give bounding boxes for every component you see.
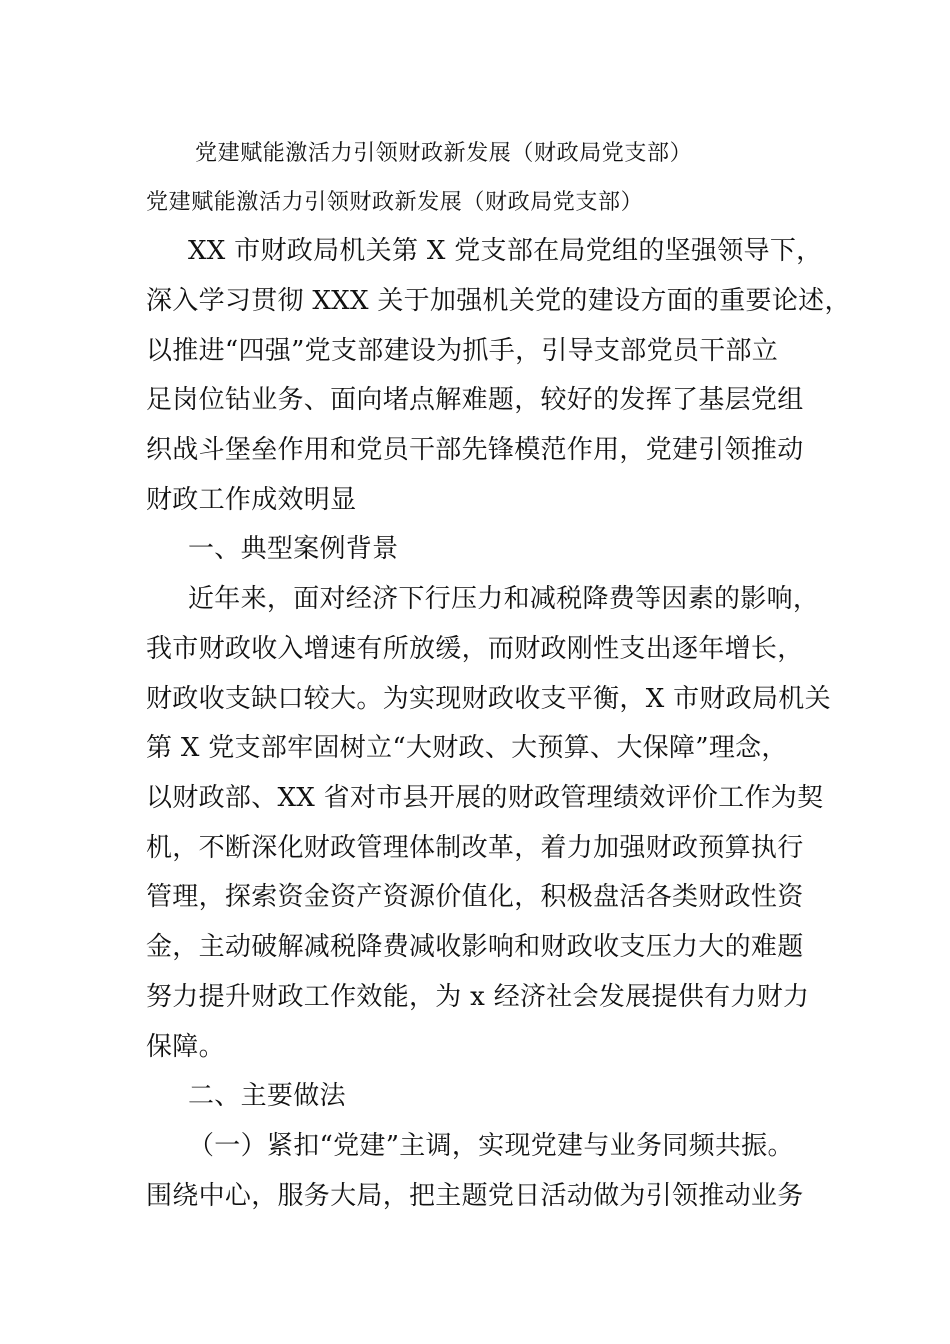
paragraph-line: 财政收支缺口较大。为实现财政收支平衡，X 市财政局机关 bbox=[146, 684, 831, 714]
paragraph-line: 我市财政收入增速有所放缓，而财政刚性支出逐年增长， bbox=[146, 634, 804, 664]
paragraph-line: 管理，探索资金资产资源价值化，积极盘活各类财政性资 bbox=[146, 882, 804, 912]
paragraph-line: 近年来，面对经济下行压力和减税降费等因素的影响， bbox=[188, 584, 820, 614]
paragraph-line: 以推进“四强”党支部建设为抓手，引导支部党员干部立 bbox=[146, 336, 779, 366]
paragraph-line: XX 市财政局机关第 X 党支部在局党组的坚强领导下， bbox=[188, 236, 823, 266]
paragraph-line: 第 X 党支部牢固树立“大财政、大预算、大保障”理念， bbox=[146, 733, 788, 763]
paragraph-line: 足岗位钻业务、面向堵点解难题，较好的发挥了基层党组 bbox=[146, 385, 804, 415]
paragraph-line: 保障。 bbox=[146, 1032, 225, 1062]
section-heading: 一、典型案例背景 bbox=[188, 534, 399, 564]
paragraph-line: 围绕中心，服务大局，把主题党日活动做为引领推动业务 bbox=[146, 1181, 804, 1211]
paragraph-line: 财政工作成效明显 bbox=[146, 485, 357, 515]
document-subtitle: 党建赋能激活力引领财政新发展（财政局党支部） bbox=[146, 190, 644, 215]
document-title: 党建赋能激活力引领财政新发展（财政局党支部） bbox=[195, 141, 693, 166]
paragraph-line: 以财政部、XX 省对市县开展的财政管理绩效评价工作为契 bbox=[146, 783, 824, 813]
paragraph-line: 机，不断深化财政管理体制改革，着力加强财政预算执行 bbox=[146, 833, 804, 863]
section-heading: 二、主要做法 bbox=[188, 1081, 346, 1111]
paragraph-line: 深入学习贯彻 XXX 关于加强机关党的建设方面的重要论述， bbox=[146, 286, 851, 316]
paragraph-line: 金，主动破解减税降费减收影响和财政收支压力大的难题 bbox=[146, 932, 804, 962]
paragraph-line: （一）紧扣“党建”主调，实现党建与业务同频共振。 bbox=[188, 1131, 794, 1161]
paragraph-line: 织战斗堡垒作用和党员干部先锋模范作用，党建引领推动 bbox=[146, 435, 804, 465]
paragraph-line: 努力提升财政工作效能，为 x 经济社会发展提供有力财力 bbox=[146, 982, 810, 1012]
